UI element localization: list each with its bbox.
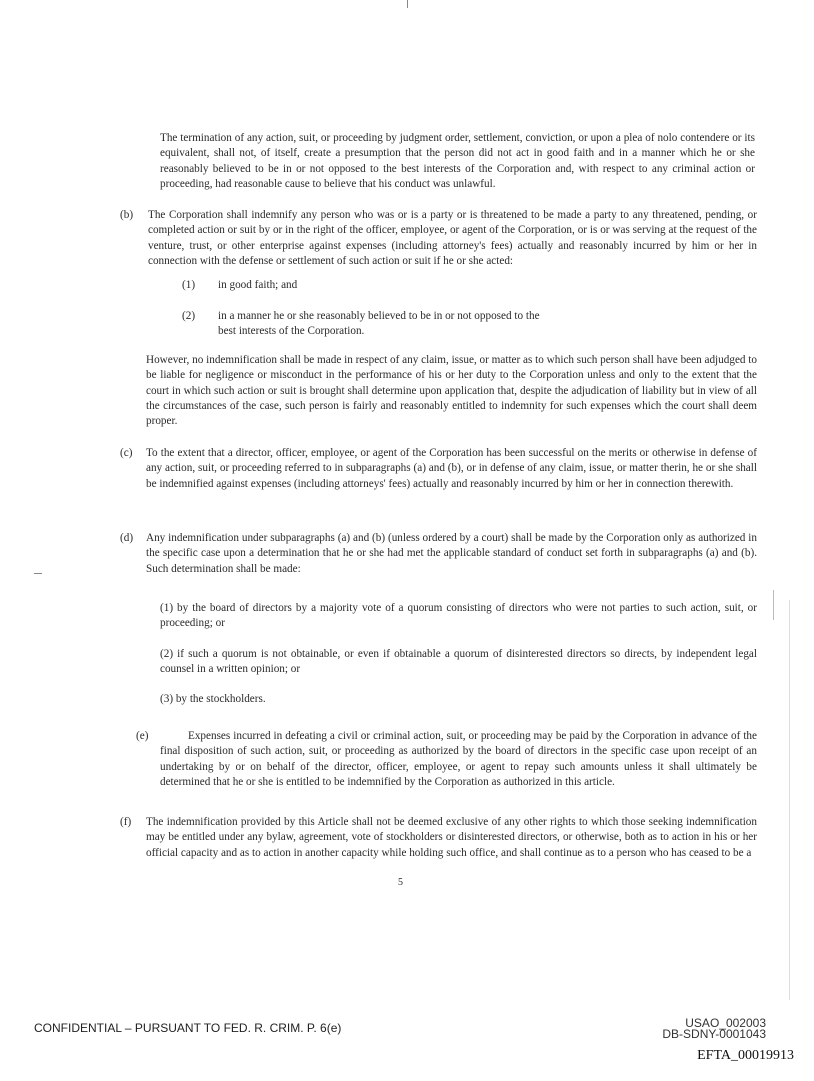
scan-mark (34, 573, 42, 574)
bates-db: DB-SDNY-0001043 (662, 1027, 766, 1041)
paragraph-c: To the extent that a director, officer, employee, or agent of the Corporation has been successful on the merits or otherwise in defense of any action, suit, or proceeding referred to in subparagraphs (a) and (b), or in defense of any claim, issue, or matter therin, he or she shall be indemnified against expenses (including attorneys' fees) actually and reasonably incurred by him or her in connection therewith. (146, 447, 757, 490)
item-label-f: (f) (120, 816, 132, 828)
item-label-b1: (1) (182, 279, 196, 291)
item-label-e: (e) (136, 730, 149, 742)
item-b2-line1: in a manner he or she reasonably believed to be in or not opposed to the (218, 310, 540, 322)
item-label-b: (b) (120, 209, 134, 221)
item-d2: (2) if such a quorum is not obtainable, or even if obtainable a quorum of disinterested directors so directs, by independent legal counsel in a written opinion; or (160, 648, 757, 676)
paragraph-d: Any indemnification under subparagraphs (a) and (b) (unless ordered by a court) shall be made by the Corporation only as authorized in the specific case upon a determination that he or she had met the applicable standard of conduct set forth in subparagraphs (a) and (b). Such determination shall be made: (146, 532, 757, 575)
item-b2-line2: best interests of the Corporation. (218, 325, 365, 337)
scan-mark (407, 0, 408, 8)
scan-mark (789, 600, 790, 1000)
paragraph-f: The indemnification provided by this Article shall not be deemed exclusive of any other rights to which those seeking indemnification may be entitled under any bylaw, agreement, vote of stockholders or disinterested directors, or otherwise, both as to action in his or her official capacity and as to action in another capacity while holding such office, and shall continue as to a person who has ceased to be a (146, 816, 757, 859)
item-label-c: (c) (120, 447, 133, 459)
item-label-d: (d) (120, 532, 134, 544)
item-label-b2: (2) (182, 310, 196, 322)
confidential-notice: CONFIDENTIAL – PURSUANT TO FED. R. CRIM. P. 6(e) (34, 1021, 342, 1035)
item-d1: (1) by the board of directors by a majority vote of a quorum consisting of directors who were not parties to such action, suit, or proceeding; or (160, 602, 757, 630)
item-b1-text: in good faith; and (218, 279, 298, 291)
paragraph-termination: The termination of any action, suit, or proceeding by judgment order, settlement, conviction, or upon a plea of nolo contendere or its equivalent, shall not, of itself, create a presumption that the person did not act in good faith and in a manner which he or she reasonably believed to be in or not opposed to the best interests of the Corporation and, with respect to any criminal action or proceeding, had reasonable cause to believe that his conduct was unlawful. (160, 132, 755, 190)
bates-usao: USAO_002003 (685, 1016, 766, 1030)
page-number: 5 (398, 877, 403, 888)
paragraph-however: However, no indemnification shall be made in respect of any claim, issue, or matter as to which such person shall have been adjudged to be liable for negligence or misconduct in the performance of his or her duty to the Corporation unless and only to the extent that the court in which such action or suit is brought shall determine upon application that, despite the adjudication of liability but in view of all the circumstances of the case, such person is fairly and reasonably entitled to indemnity for such expenses which the court shall deem proper. (146, 354, 757, 428)
item-d3: (3) by the stockholders. (160, 693, 266, 705)
paragraph-b: The Corporation shall indemnify any person who was or is a party or is threatened to be made a party to any threatened, pending, or completed action or suit by or in the right of the officer, employee, or agent of the Corporation, or is or was serving at the request of the venture, trust, or other enterprise against expenses (including attorney's fees) actually and reasonably incurred by him or her in connection with the defense or settlement of such action or suit if he or she acted: (148, 209, 757, 267)
efta-number: EFTA_00019913 (697, 1048, 794, 1063)
scan-mark (773, 590, 774, 620)
paragraph-e: Expenses incurred in defeating a civil or criminal action, suit, or proceeding may be paid by the Corporation in advance of the final disposition of such action, suit, or proceeding as authorized by the board of directors in the specific case upon receipt of an undertaking by or on behalf of the director, officer, employee, or agent to repay such amounts unless it shall ultimately be determined that he or she is entitled to be indemnified by the Corporation as authorized in this article. (160, 730, 757, 788)
